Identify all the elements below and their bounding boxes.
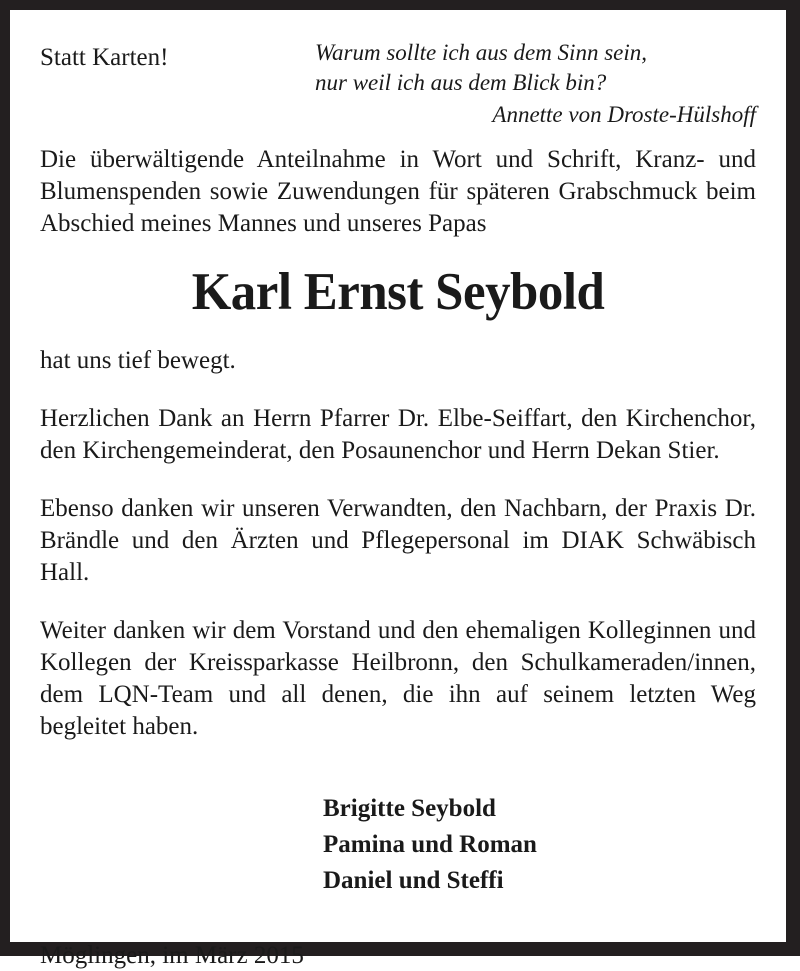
signature-line: Daniel und Steffi	[323, 867, 504, 894]
notice-header	[40, 38, 756, 138]
verse-attribution: Annette von Droste-Hülshoff	[492, 101, 756, 127]
memorial-verse	[315, 38, 756, 130]
verse-line-1: Warum sollte ich aus dem Sinn sein,	[315, 40, 647, 65]
signature-line: Brigitte Seybold	[323, 795, 496, 822]
deceased-name: Karl Ernst Seybold	[191, 263, 605, 321]
thanks-paragraph-2: Ebenso danken wir unseren Verwandten, den Nachbarn, der Praxis Dr. Brändle und den Ärzten und Pflegepersonal im DIAK Schwäbisch Hall.	[40, 495, 756, 586]
signature-line: Pamina und Roman	[323, 831, 537, 858]
after-name-line: hat uns tief bewegt.	[40, 347, 236, 374]
place-and-date: Möglingen, im März 2015	[40, 942, 304, 969]
signature-block	[323, 791, 756, 899]
lead-paragraph: Die überwältigende Anteilnahme in Wort und Schrift, Kranz- und Blumenspenden sowie Zuwendungen für späteren Grabschmuck beim Abschied meines Mannes und unseres Papas	[40, 146, 756, 237]
verse-line-2: nur weil ich aus dem Blick bin?	[315, 70, 607, 96]
instead-of-cards-label: Statt Karten!	[40, 44, 169, 71]
thanks-paragraph-1: Herzlichen Dank an Herrn Pfarrer Dr. Elbe-Seiffart, den Kirchenchor, den Kirchengemeinderat, den Posaunenchor und Herrn Dekan Stier.	[40, 405, 756, 464]
thanks-paragraph-3: Weiter danken wir dem Vorstand und den ehemaligen Kolleginnen und Kollegen der Kreissparkasse Heilbronn, den Schulkameraden/innen, dem LQN-Team und all denen, die ihn auf seinem letzten Weg begleitet haben.	[40, 617, 756, 740]
notice-content	[10, 10, 786, 969]
